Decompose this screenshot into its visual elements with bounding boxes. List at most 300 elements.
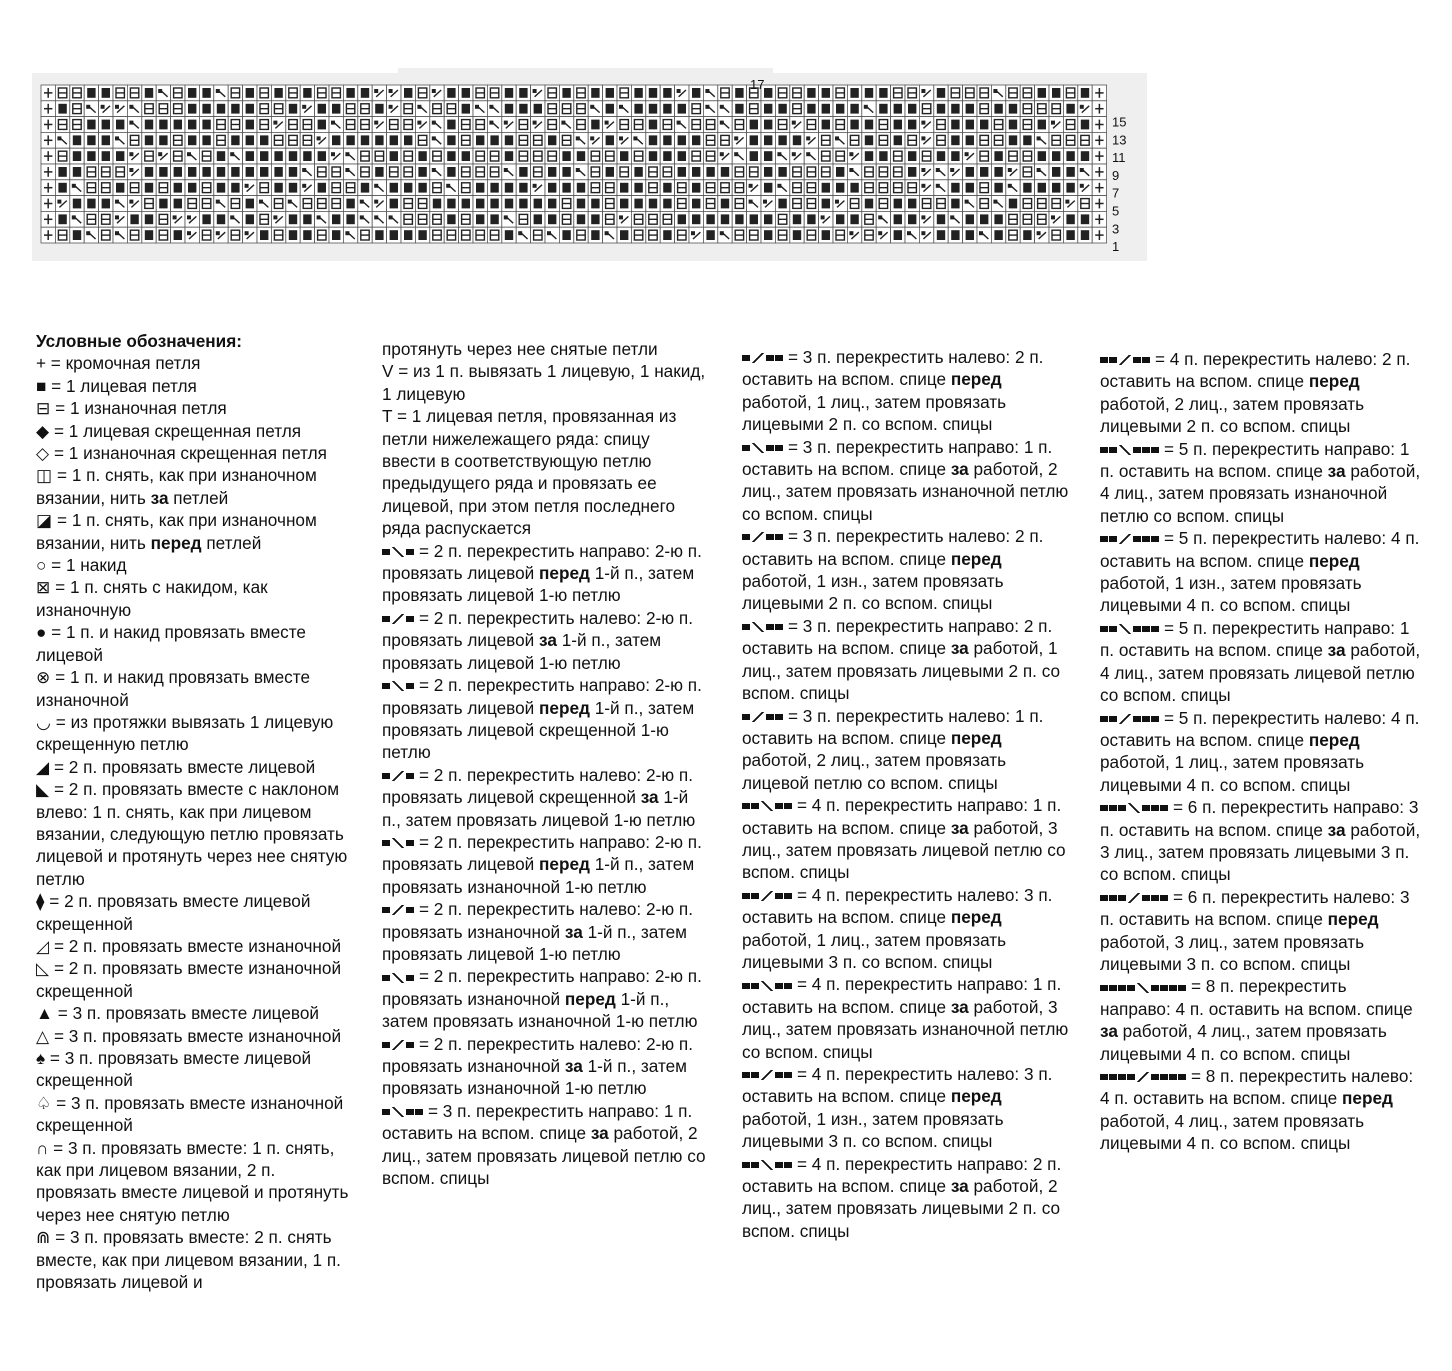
knit-mark — [692, 214, 700, 224]
knit-mark — [562, 167, 570, 177]
knit-mark — [850, 104, 858, 114]
knit-mark — [188, 104, 196, 114]
knit-mark — [591, 199, 599, 209]
row-number-label: 7 — [1112, 185, 1120, 201]
cable-mark — [533, 121, 537, 125]
knit-mark — [375, 135, 383, 145]
cable-symbol-icon — [742, 350, 784, 366]
knit-mark — [634, 104, 642, 114]
knit-mark — [1066, 167, 1074, 177]
knit-mark — [1081, 88, 1089, 98]
knit-mark — [390, 135, 398, 145]
legend-item: = 3 п. перекрестить налево: 2 п. оставить на вспом. спице перед работой, 1 изн., затем провязать лицевыми 2 п. со вспом. спицы — [742, 526, 1044, 614]
knit-mark — [217, 104, 225, 114]
knit-mark — [1038, 151, 1046, 161]
cable-symbol-icon — [1100, 711, 1160, 727]
legend-item: = 2 п. перекрестить направо: 2-ю п. провязать изнаночной перед 1-й п., затем провязать изнаночной 1-ю петлю — [382, 966, 702, 1032]
knit-mark — [966, 230, 974, 240]
knit-mark — [706, 230, 714, 240]
knit-mark — [318, 151, 326, 161]
knit-mark — [246, 135, 254, 145]
knit-mark — [649, 135, 657, 145]
knit-mark — [332, 214, 340, 224]
cable-symbol-icon — [742, 1067, 793, 1083]
knit-mark — [390, 230, 398, 240]
knit-mark — [1009, 199, 1017, 209]
cable-mark — [374, 89, 378, 93]
knit-mark — [202, 88, 210, 98]
cable-mark — [374, 121, 378, 125]
knit-mark — [174, 199, 182, 209]
knit-mark — [73, 135, 81, 145]
cable-mark — [677, 89, 681, 93]
knit-mark — [778, 135, 786, 145]
knit-mark — [750, 151, 758, 161]
legend-item: = 3 п. перекрестить направо: 1 п. оставить на вспом. спице за работой, 2 лиц., затем провязать изнаночной петлю со вспом. спицы — [742, 436, 1069, 524]
cable-mark — [921, 136, 925, 140]
cable-mark — [734, 136, 738, 140]
cable-mark — [806, 136, 810, 140]
legend-item: ◿ = 2 п. провязать вместе изнаночной — [36, 935, 342, 956]
cable-symbol-icon — [742, 709, 784, 725]
knit-mark — [879, 151, 887, 161]
knit-mark — [505, 183, 513, 193]
legend-item: ∩ = 3 п. провязать вместе: 1 п. снять, как при лицевом вязании, 2 п. провязать вместе лицевой и протянуть через нее снятую петлю — [36, 1137, 349, 1225]
knit-mark — [418, 167, 426, 177]
knit-mark — [519, 167, 527, 177]
legend-item: = 2 п. перекрестить налево: 2-ю п. провязать изнаночной за 1-й п., затем провязать изнаночной 1-ю петлю — [382, 1033, 694, 1099]
legend-item: ● = 1 п. и накид провязать вместе лицевой — [36, 622, 306, 665]
knit-mark — [620, 230, 628, 240]
knit-mark — [476, 183, 484, 193]
cable-mark — [115, 105, 119, 109]
knit-mark — [822, 120, 830, 130]
legend-item: ▲ = 3 п. провязать вместе лицевой — [36, 1003, 319, 1024]
knit-mark — [404, 230, 412, 240]
knit-mark — [246, 88, 254, 98]
cable-symbol-icon — [382, 1104, 424, 1120]
row-number-label: 11 — [1112, 150, 1126, 166]
knit-mark — [994, 214, 1002, 224]
knit-mark — [750, 214, 758, 224]
knit-mark — [778, 199, 786, 209]
cable-mark — [619, 136, 623, 140]
knit-mark — [159, 199, 167, 209]
cable-mark — [720, 152, 724, 156]
knit-mark — [505, 199, 513, 209]
legend-item: = 3 п. перекрестить налево: 1 п. оставить на вспом. спице перед работой, 2 лиц., затем провязать лицевой петлю со вспом. спицы — [742, 705, 1044, 793]
cable-mark — [1051, 215, 1055, 219]
knit-mark — [289, 214, 297, 224]
knit-mark — [850, 214, 858, 224]
knit-mark — [951, 135, 959, 145]
row-number-label: 15 — [1112, 114, 1127, 130]
knit-mark — [908, 104, 916, 114]
knit-mark — [490, 199, 498, 209]
knit-mark — [807, 104, 815, 114]
cable-mark — [835, 200, 839, 204]
legend-item: = 5 п. перекрестить направо: 1 п. оставить на вспом. спице за работой, 4 лиц., затем провязать лицевой петлю со вспом. спицы — [1100, 617, 1421, 706]
cable-symbol-icon — [742, 619, 784, 635]
knit-mark — [346, 214, 354, 224]
knit-mark — [649, 120, 657, 130]
knit-mark — [577, 151, 585, 161]
legend-item: = 3 п. перекрестить направо: 1 п. оставить на вспом. спице за работой, 2 лиц., затем провязать лицевой петлю со вспом. спицы — [382, 1100, 706, 1189]
knit-mark — [764, 214, 772, 224]
knit-mark — [663, 104, 671, 114]
knit-mark — [174, 120, 182, 130]
knit-mark — [505, 151, 513, 161]
knit-mark — [994, 151, 1002, 161]
knit-mark — [303, 151, 311, 161]
knit-mark — [58, 167, 66, 177]
knit-mark — [462, 104, 470, 114]
knit-mark — [231, 104, 239, 114]
knit-mark — [663, 151, 671, 161]
knit-mark — [807, 214, 815, 224]
legend-item: = 5 п. перекрестить налево: 4 п. оставить на вспом. спице перед работой, 1 изн., затем провязать лицевыми 4 п. со вспом. спицы — [1100, 528, 1420, 616]
knit-mark — [634, 88, 642, 98]
legend-item: = 2 п. перекрестить налево: 2-ю п. провязать лицевой скрещенной за 1-й п., затем провязать лицевой 1-ю петлю — [382, 764, 696, 830]
knit-mark — [303, 214, 311, 224]
row-number-label: 17 — [750, 77, 765, 92]
knit-mark — [591, 88, 599, 98]
cable-symbol-icon — [1100, 890, 1169, 906]
legend-item: ♠ = 3 п. провязать вместе лицевой скрещенной — [36, 1048, 312, 1091]
cable-mark — [921, 215, 925, 219]
knit-mark — [260, 230, 268, 240]
legend-item: = 3 п. перекрестить направо: 2 п. оставить на вспом. спице за работой, 1 лиц., затем провязать лицевыми 2 п. со вспом. спицы — [742, 615, 1061, 704]
cable-mark — [921, 184, 925, 188]
knit-mark — [750, 120, 758, 130]
knit-mark — [937, 88, 945, 98]
knit-mark — [476, 135, 484, 145]
knit-mark — [332, 230, 340, 240]
knit-mark — [375, 104, 383, 114]
knit-mark — [505, 88, 513, 98]
knit-mark — [188, 183, 196, 193]
legend-item: = 8 п. перекрестить направо: 4 п. оставить на вспом. спице за работой, 4 лиц., затем провязать лицевыми 4 п. со вспом. спицы — [1100, 976, 1413, 1064]
knit-mark — [505, 135, 513, 145]
knit-mark — [577, 214, 585, 224]
knit-mark — [260, 151, 268, 161]
knit-mark — [764, 167, 772, 177]
knit-mark — [663, 88, 671, 98]
row-number-label: 13 — [1112, 132, 1127, 148]
legend-item: = 4 п. перекрестить направо: 2 п. оставить на вспом. спице за работой, 2 лиц., затем провязать лицевыми 2 п. со вспом. спицы — [742, 1153, 1062, 1241]
cable-mark — [590, 136, 594, 140]
knit-mark — [58, 183, 66, 193]
knit-mark — [202, 120, 210, 130]
knit-mark — [87, 120, 95, 130]
cable-mark — [605, 121, 609, 125]
knit-mark — [678, 167, 686, 177]
knit-mark — [692, 199, 700, 209]
knit-mark — [1066, 183, 1074, 193]
cable-symbol-icon — [382, 768, 415, 784]
knit-mark — [865, 88, 873, 98]
knit-mark — [476, 199, 484, 209]
knit-mark — [116, 151, 124, 161]
knit-mark — [145, 120, 153, 130]
cable-mark — [187, 231, 191, 235]
knit-mark — [217, 183, 225, 193]
knit-mark — [937, 214, 945, 224]
legend-item: = 4 п. перекрестить направо: 1 п. оставить на вспом. спице за работой, 3 лиц., затем провязать изнаночной петлю со вспом. спицы — [742, 974, 1069, 1062]
knit-mark — [188, 120, 196, 130]
legend-item: ⧫ = 2 п. провязать вместе лицевой скрещенной — [36, 891, 311, 934]
cable-mark — [878, 231, 882, 235]
knit-mark — [822, 183, 830, 193]
knit-mark — [764, 183, 772, 193]
row-number-label: 9 — [1112, 167, 1120, 183]
knit-mark — [663, 199, 671, 209]
knit-mark — [202, 167, 210, 177]
legend-item: = 2 п. перекрестить налево: 2-ю п. провязать изнаночной за 1-й п., затем провязать лицевой 1-ю петлю — [382, 899, 694, 964]
knit-mark — [390, 151, 398, 161]
knit-mark — [1052, 183, 1060, 193]
knit-mark — [591, 230, 599, 240]
knit-mark — [908, 199, 916, 209]
knit-mark — [145, 167, 153, 177]
cable-mark — [302, 105, 306, 109]
knit-mark — [490, 214, 498, 224]
cable-mark — [115, 215, 119, 219]
knit-mark — [289, 230, 297, 240]
knit-mark — [159, 135, 167, 145]
knit-mark — [894, 135, 902, 145]
legend-item: = 8 п. перекрестить налево: 4 п. оставить на вспом. спице перед работой, 4 лиц., затем провязать лицевыми 4 п. со вспом. спицы — [1100, 1066, 1414, 1154]
knit-mark — [908, 167, 916, 177]
cable-symbol-icon — [742, 978, 793, 994]
legend-item: + = кромочная петля — [36, 353, 201, 374]
cable-mark — [1037, 231, 1041, 235]
cable-symbol-icon — [382, 1037, 415, 1053]
knit-mark — [390, 183, 398, 193]
knit-mark — [73, 151, 81, 161]
knit-mark — [850, 183, 858, 193]
knit-mark — [994, 167, 1002, 177]
cable-mark — [245, 184, 249, 188]
knit-mark — [807, 88, 815, 98]
legend-item: ■ = 1 лицевая петля — [36, 375, 197, 396]
knit-mark — [865, 151, 873, 161]
legend-item: = 4 п. перекрестить налево: 3 п. оставить на вспом. спице перед работой, 1 лиц., затем провязать лицевыми 3 п. со вспом. спицы — [742, 884, 1053, 972]
cable-mark — [57, 200, 61, 204]
knit-mark — [303, 88, 311, 98]
knit-mark — [951, 199, 959, 209]
cable-symbol-icon — [742, 799, 793, 815]
knit-mark — [620, 199, 628, 209]
knit-mark — [908, 151, 916, 161]
knit-mark — [692, 167, 700, 177]
knit-mark — [346, 135, 354, 145]
knit-mark — [102, 88, 110, 98]
knit-mark — [462, 151, 470, 161]
legend-item: ◪ = 1 п. снять, как при изнаночном вязании, нить перед петлей — [36, 510, 317, 553]
legend-item: ○ = 1 накид — [36, 555, 127, 576]
knit-mark — [822, 104, 830, 114]
knit-mark — [145, 214, 153, 224]
cable-mark — [331, 152, 335, 156]
knit-mark — [692, 183, 700, 193]
knit-mark — [246, 199, 254, 209]
knit-mark — [994, 230, 1002, 240]
knit-mark — [548, 135, 556, 145]
knit-mark — [865, 135, 873, 145]
knit-mark — [908, 120, 916, 130]
knit-mark — [217, 214, 225, 224]
cable-symbol-icon — [382, 611, 415, 627]
knit-mark — [519, 199, 527, 209]
cable-mark — [533, 184, 537, 188]
cable-mark — [821, 215, 825, 219]
cable-symbol-icon — [1100, 532, 1160, 548]
knit-mark — [1023, 135, 1031, 145]
knit-mark — [966, 214, 974, 224]
cable-mark — [619, 215, 623, 219]
knit-mark — [274, 167, 282, 177]
knit-mark — [505, 230, 513, 240]
knit-mark — [951, 151, 959, 161]
knit-mark — [778, 104, 786, 114]
legend-title: Условные обозначения: — [36, 331, 242, 351]
cable-mark — [245, 231, 249, 235]
knit-mark — [865, 199, 873, 209]
knit-mark — [649, 151, 657, 161]
legend-item: ◆ = 1 лицевая скрещенная петля — [36, 420, 302, 441]
knit-mark — [1066, 230, 1074, 240]
cable-mark — [216, 231, 220, 235]
knit-mark — [404, 135, 412, 145]
legend-item: = 2 п. перекрестить направо: 2-ю п. провязать лицевой перед 1-й п., затем провязать изнаночной 1-ю петлю — [382, 831, 702, 897]
knit-mark — [1081, 214, 1089, 224]
cable-mark — [1051, 121, 1055, 125]
cable-mark — [1080, 105, 1084, 109]
knit-mark — [764, 88, 772, 98]
knit-mark — [1009, 120, 1017, 130]
knit-mark — [188, 167, 196, 177]
legend-item: ◡ = из протяжки вывязать 1 лицевую скрещенную петлю — [36, 711, 334, 755]
knit-mark — [980, 120, 988, 130]
cable-symbol-icon — [742, 888, 793, 904]
knit-mark — [116, 120, 124, 130]
knit-mark — [764, 104, 772, 114]
knit-mark — [346, 199, 354, 209]
knit-mark — [260, 167, 268, 177]
legend-item: ♤ = 3 п. провязать вместе изнаночной скрещенной — [36, 1092, 344, 1136]
knit-mark — [937, 104, 945, 114]
cable-mark — [921, 231, 925, 235]
knitting-chart — [0, 0, 1452, 300]
cable-symbol-icon — [1100, 442, 1160, 458]
cable-symbol-icon — [382, 835, 415, 851]
knit-mark — [332, 104, 340, 114]
knit-mark — [1052, 88, 1060, 98]
knit-mark — [865, 120, 873, 130]
cable-mark — [1008, 168, 1012, 172]
cable-mark — [129, 152, 133, 156]
knit-mark — [822, 88, 830, 98]
knit-mark — [116, 183, 124, 193]
knit-mark — [274, 183, 282, 193]
knit-mark — [879, 104, 887, 114]
knit-mark — [836, 183, 844, 193]
knit-mark — [202, 214, 210, 224]
cable-mark — [921, 121, 925, 125]
cable-mark — [921, 168, 925, 172]
knit-mark — [879, 88, 887, 98]
legend-item: = 6 п. перекрестить налево: 3 п. оставить на вспом. спице перед работой, 3 лиц., затем провязать лицевыми 3 п. со вспом. спицы — [1100, 886, 1410, 974]
legend-item: = 5 п. перекрестить направо: 1 п. оставить на вспом. спице за работой, 4 лиц., затем провязать изнаночной петлю со вспом. спицы — [1100, 438, 1421, 526]
knit-mark — [836, 167, 844, 177]
knit-mark — [649, 199, 657, 209]
cable-symbol-icon — [1100, 980, 1187, 996]
knit-mark — [361, 183, 369, 193]
legend-item: = 6 п. перекрестить направо: 3 п. оставить на вспом. спице за работой, 3 лиц., затем провязать лицевыми 3 п. со вспом. спицы — [1100, 797, 1421, 885]
knit-mark — [750, 135, 758, 145]
knit-mark — [678, 104, 686, 114]
knit-mark — [534, 104, 542, 114]
knit-mark — [678, 135, 686, 145]
cable-symbol-icon — [742, 530, 784, 546]
knit-mark — [246, 214, 254, 224]
knit-mark — [663, 135, 671, 145]
legend-column-2 — [382, 338, 707, 1189]
legend-item: ◺ = 2 п. провязать вместе изнаночной скрещенной — [36, 958, 342, 1001]
knit-mark — [375, 167, 383, 177]
cable-mark — [792, 121, 796, 125]
knit-mark — [505, 104, 513, 114]
knit-mark — [606, 135, 614, 145]
knit-mark — [606, 167, 614, 177]
legend-item: = 4 п. перекрестить направо: 1 п. оставить на вспом. спице за работой, 3 лиц., затем провязать лицевой петлю со вспом. спицы — [742, 795, 1066, 883]
knit-mark — [591, 120, 599, 130]
knit-mark — [548, 167, 556, 177]
cable-mark — [101, 105, 105, 109]
knit-mark — [721, 199, 729, 209]
knit-mark — [58, 104, 66, 114]
knit-mark — [202, 135, 210, 145]
knit-mark — [462, 199, 470, 209]
knit-mark — [462, 88, 470, 98]
knit-mark — [534, 199, 542, 209]
knit-mark — [721, 167, 729, 177]
knit-mark — [289, 104, 297, 114]
knit-mark — [289, 151, 297, 161]
knit-mark — [447, 199, 455, 209]
knit-mark — [980, 214, 988, 224]
knit-mark — [447, 151, 455, 161]
legend-item: ◇ = 1 изнаночная скрещенная петля — [36, 443, 327, 464]
knit-mark — [102, 151, 110, 161]
knit-mark — [678, 151, 686, 161]
knit-mark — [606, 88, 614, 98]
row-number-label: 1 — [1112, 239, 1120, 255]
knit-mark — [764, 230, 772, 240]
knit-mark — [1009, 135, 1017, 145]
cable-mark — [1065, 200, 1069, 204]
knit-mark — [73, 230, 81, 240]
knit-mark — [562, 151, 570, 161]
knit-mark — [951, 230, 959, 240]
knit-mark — [966, 183, 974, 193]
cable-symbol-icon — [382, 679, 415, 695]
knit-mark — [188, 135, 196, 145]
cable-mark — [763, 200, 767, 204]
cable-mark — [389, 105, 393, 109]
knit-mark — [145, 230, 153, 240]
